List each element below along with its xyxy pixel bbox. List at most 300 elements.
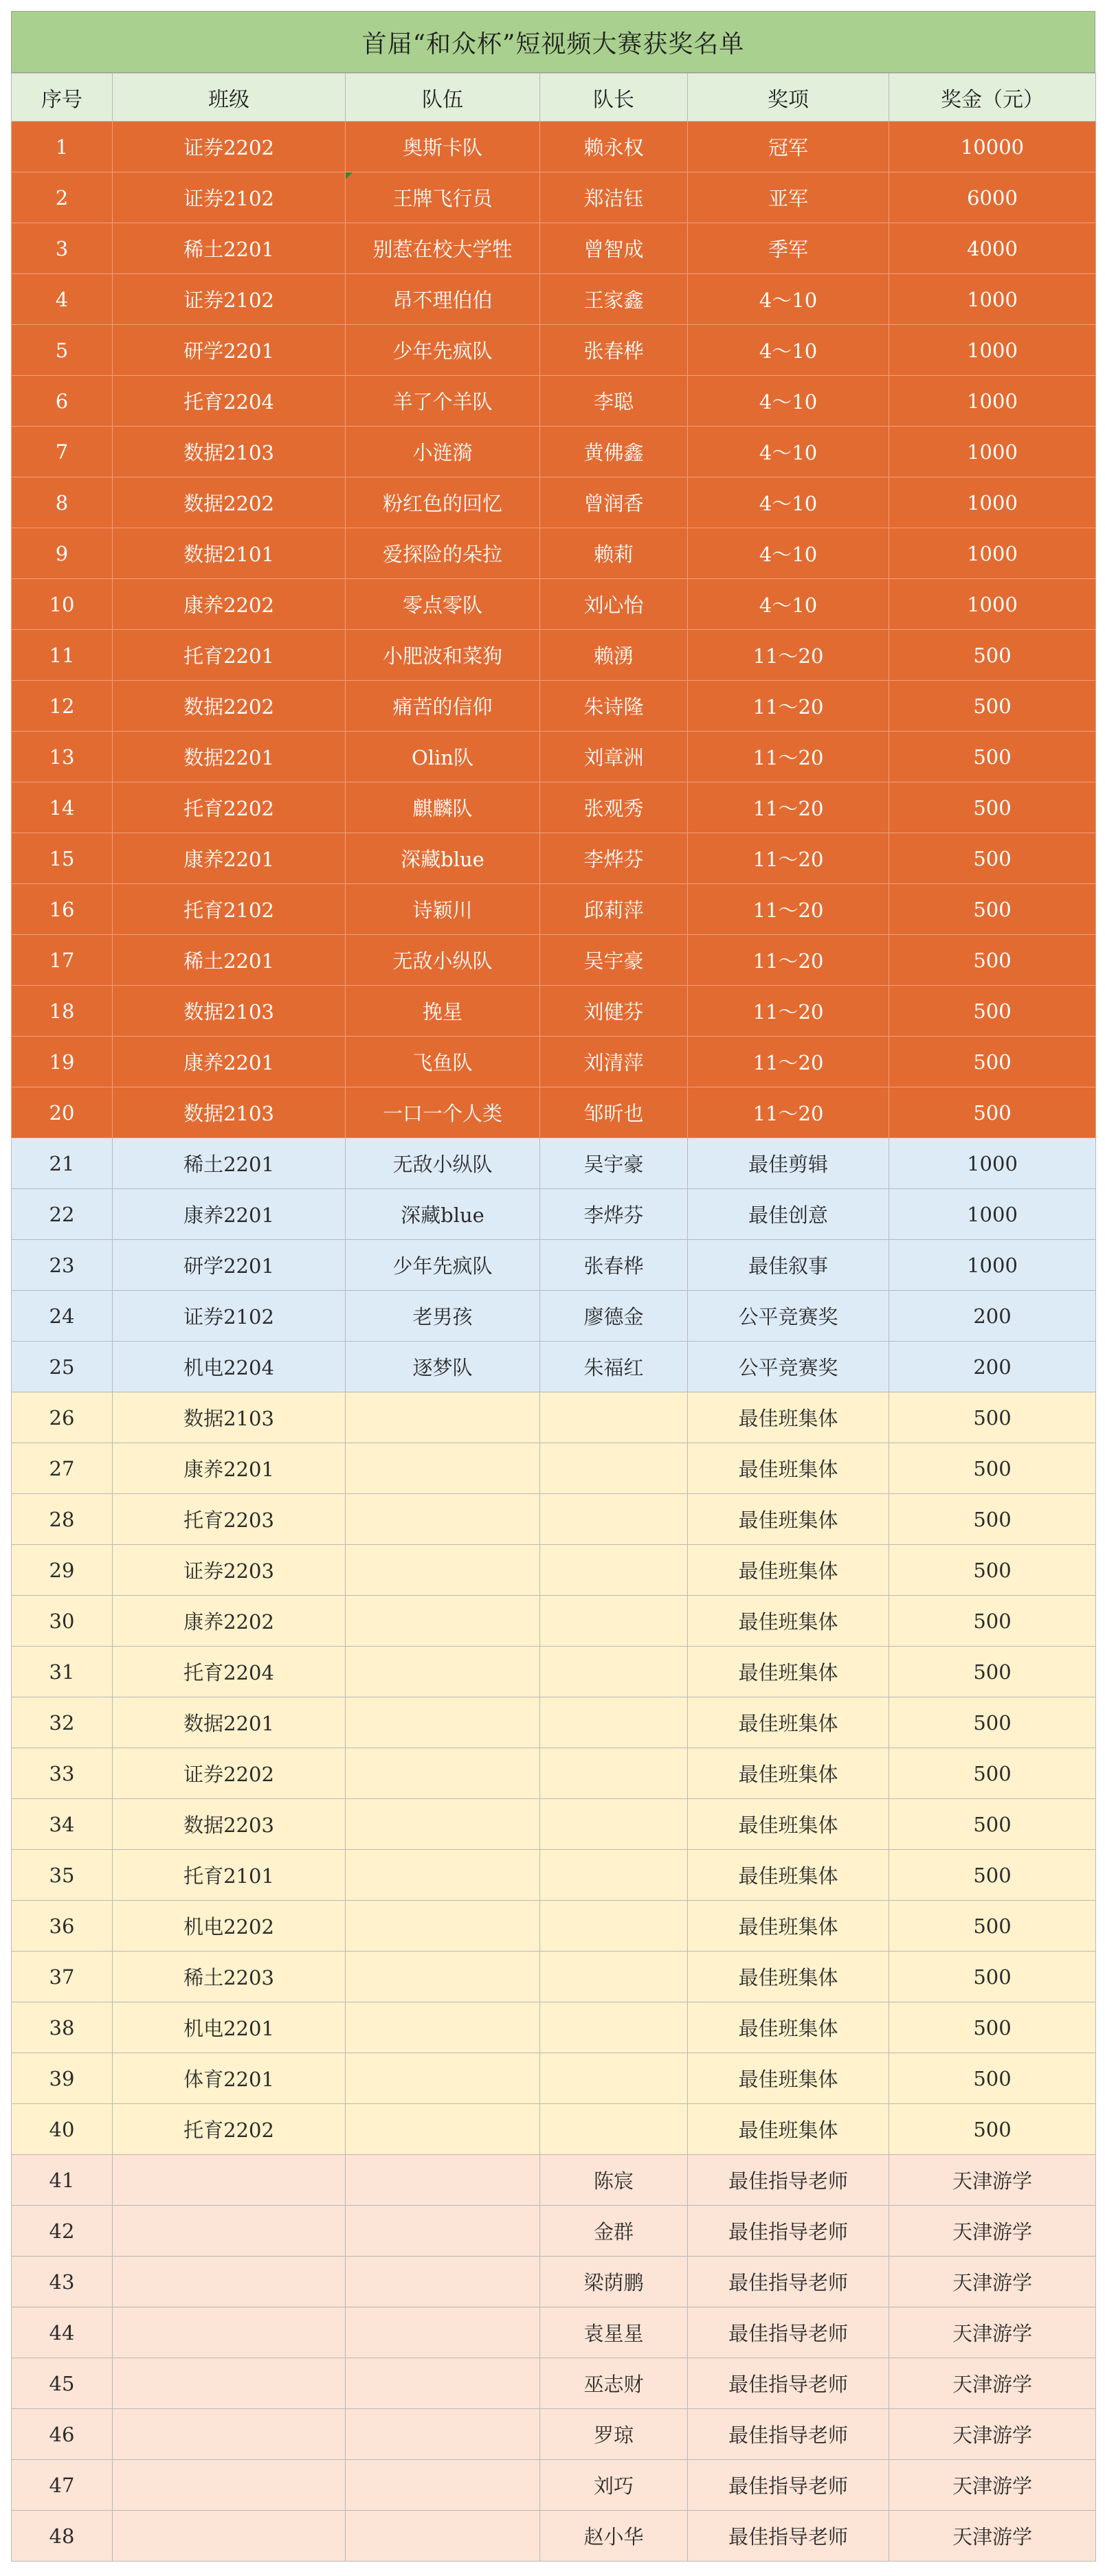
cell-class[interactable]: 机电2204 [113,1342,346,1392]
cell-prize[interactable]: 1000 [889,579,1096,630]
cell-no[interactable]: 39 [12,2053,113,2104]
cell-captain[interactable] [540,2053,688,2104]
cell-captain[interactable]: 张观秀 [540,782,688,833]
cell-award[interactable]: 季军 [688,223,889,274]
cell-award[interactable]: 11～20 [688,681,889,732]
cell-captain[interactable]: 袁星星 [540,2307,688,2358]
cell-captain[interactable] [540,2104,688,2155]
cell-no[interactable]: 12 [12,681,113,732]
cell-no[interactable]: 1 [12,122,113,172]
cell-captain[interactable] [540,1901,688,1952]
cell-team[interactable]: 零点零队 [346,579,540,630]
cell-team[interactable]: 老男孩 [346,1291,540,1342]
cell-prize[interactable]: 1000 [889,1189,1096,1240]
cell-class[interactable]: 康养2201 [113,1443,346,1494]
cell-award[interactable]: 11～20 [688,884,889,935]
cell-team[interactable]: 无敌小纵队 [346,1138,540,1189]
cell-class[interactable]: 托育2204 [113,1647,346,1697]
cell-team[interactable] [346,2002,540,2053]
cell-team[interactable] [346,1596,540,1647]
cell-no[interactable]: 20 [12,1087,113,1138]
cell-captain[interactable]: 朱福红 [540,1342,688,1392]
cell-class[interactable]: 康养2201 [113,833,346,884]
cell-captain[interactable]: 赖莉 [540,528,688,579]
cell-award[interactable]: 最佳指导老师 [688,2358,889,2409]
cell-no[interactable]: 18 [12,986,113,1037]
cell-class[interactable]: 证券2203 [113,1545,346,1596]
cell-team[interactable]: Olin队 [346,732,540,782]
cell-award[interactable]: 4～10 [688,579,889,630]
cell-no[interactable]: 17 [12,935,113,986]
cell-award[interactable]: 最佳班集体 [688,1647,889,1697]
cell-award[interactable]: 最佳班集体 [688,1799,889,1850]
cell-award[interactable]: 11～20 [688,935,889,986]
cell-prize[interactable]: 天津游学 [889,2358,1096,2409]
cell-prize[interactable]: 500 [889,1952,1096,2002]
cell-no[interactable]: 25 [12,1342,113,1392]
cell-class[interactable] [113,2307,346,2358]
cell-prize[interactable]: 天津游学 [889,2511,1096,2562]
cell-captain[interactable]: 罗琼 [540,2409,688,2460]
cell-award[interactable]: 最佳指导老师 [688,2155,889,2206]
cell-team[interactable]: 小涟漪 [346,427,540,477]
cell-captain[interactable]: 陈宸 [540,2155,688,2206]
cell-captain[interactable]: 曾润香 [540,477,688,528]
cell-no[interactable]: 9 [12,528,113,579]
cell-team[interactable] [346,1850,540,1901]
cell-award[interactable]: 11～20 [688,1087,889,1138]
cell-no[interactable]: 29 [12,1545,113,1596]
cell-team[interactable]: 逐梦队 [346,1342,540,1392]
cell-team[interactable]: 挽星 [346,986,540,1037]
cell-class[interactable]: 托育2202 [113,782,346,833]
cell-no[interactable]: 41 [12,2155,113,2206]
cell-no[interactable]: 45 [12,2358,113,2409]
cell-award[interactable]: 11～20 [688,782,889,833]
cell-prize[interactable]: 500 [889,630,1096,681]
cell-prize[interactable]: 6000 [889,172,1096,223]
cell-class[interactable]: 康养2202 [113,1596,346,1647]
cell-captain[interactable]: 朱诗隆 [540,681,688,732]
cell-prize[interactable]: 1000 [889,325,1096,376]
cell-no[interactable]: 5 [12,325,113,376]
table-row [12,274,1096,325]
cell-captain[interactable]: 刘清萍 [540,1037,688,1087]
cell-captain[interactable]: 刘健芬 [540,986,688,1037]
cell-class[interactable]: 托育2203 [113,1494,346,1545]
header-no: 序号 [12,74,113,122]
cell-captain[interactable] [540,1952,688,2002]
cell-no[interactable]: 10 [12,579,113,630]
cell-class[interactable]: 数据2202 [113,477,346,528]
cell-captain[interactable]: 巫志财 [540,2358,688,2409]
cell-prize[interactable]: 天津游学 [889,2307,1096,2358]
cell-award[interactable]: 最佳班集体 [688,1748,889,1799]
cell-class[interactable]: 机电2201 [113,2002,346,2053]
cell-award[interactable]: 最佳班集体 [688,1443,889,1494]
cell-team[interactable] [346,2307,540,2358]
cell-captain[interactable] [540,2002,688,2053]
cell-prize[interactable]: 500 [889,1799,1096,1850]
cell-no[interactable]: 2 [12,172,113,223]
cell-class[interactable]: 数据2103 [113,1087,346,1138]
cell-team[interactable]: 深藏blue [346,833,540,884]
cell-captain[interactable]: 张春桦 [540,1240,688,1291]
cell-captain[interactable] [540,1494,688,1545]
cell-prize[interactable]: 1000 [889,376,1096,427]
cell-team[interactable] [346,1545,540,1596]
cell-no[interactable]: 15 [12,833,113,884]
cell-team[interactable] [346,1799,540,1850]
cell-class[interactable] [113,2257,346,2307]
cell-no[interactable]: 4 [12,274,113,325]
cell-team[interactable] [346,2511,540,2562]
cell-no[interactable]: 21 [12,1138,113,1189]
cell-award[interactable]: 公平竞赛奖 [688,1342,889,1392]
cell-prize[interactable]: 1000 [889,1138,1096,1189]
cell-class[interactable]: 康养2201 [113,1189,346,1240]
cell-team[interactable]: 羊了个羊队 [346,376,540,427]
cell-award[interactable]: 最佳班集体 [688,2104,889,2155]
cell-team[interactable] [346,1494,540,1545]
cell-no[interactable]: 3 [12,223,113,274]
cell-captain[interactable]: 吴宇豪 [540,935,688,986]
cell-no[interactable]: 7 [12,427,113,477]
cell-class[interactable] [113,2409,346,2460]
cell-no[interactable]: 42 [12,2206,113,2257]
cell-award[interactable]: 亚军 [688,172,889,223]
cell-no[interactable]: 19 [12,1037,113,1087]
cell-prize[interactable]: 500 [889,732,1096,782]
cell-award[interactable]: 最佳班集体 [688,1952,889,2002]
cell-class[interactable] [113,2511,346,2562]
cell-no[interactable]: 28 [12,1494,113,1545]
cell-team[interactable]: 粉红色的回忆 [346,477,540,528]
table-row [12,1545,1096,1596]
cell-prize[interactable]: 500 [889,2053,1096,2104]
cell-no[interactable]: 14 [12,782,113,833]
cell-prize[interactable]: 500 [889,935,1096,986]
cell-team[interactable]: 昂不理伯伯 [346,274,540,325]
cell-class[interactable]: 证券2102 [113,274,346,325]
sheet-title: 首届“和众杯”短视频大赛获奖名单 [11,11,1095,73]
cell-team[interactable]: 别惹在校大学牲 [346,223,540,274]
cell-team[interactable] [346,1647,540,1697]
cell-prize[interactable]: 天津游学 [889,2206,1096,2257]
cell-no[interactable]: 22 [12,1189,113,1240]
cell-award[interactable]: 最佳班集体 [688,1545,889,1596]
cell-prize[interactable]: 1000 [889,427,1096,477]
cell-captain[interactable]: 郑洁钰 [540,172,688,223]
table-row [12,122,1096,172]
cell-team[interactable]: 少年先疯队 [346,325,540,376]
cell-captain[interactable] [540,1850,688,1901]
cell-team[interactable] [346,2104,540,2155]
cell-class[interactable]: 数据2101 [113,528,346,579]
cell-captain[interactable]: 李烨芬 [540,1189,688,1240]
cell-class[interactable]: 证券2202 [113,1748,346,1799]
cell-class[interactable] [113,2460,346,2511]
cell-team[interactable] [346,1443,540,1494]
cell-captain[interactable] [540,1647,688,1697]
cell-no[interactable]: 11 [12,630,113,681]
cell-team[interactable] [346,2053,540,2104]
cell-award[interactable]: 最佳班集体 [688,1901,889,1952]
cell-team[interactable]: 麒麟队 [346,782,540,833]
cell-team[interactable]: 一口一个人类 [346,1087,540,1138]
cell-captain[interactable]: 赖永权 [540,122,688,172]
cell-team[interactable] [346,2460,540,2511]
cell-prize[interactable]: 天津游学 [889,2409,1096,2460]
cell-no[interactable]: 32 [12,1697,113,1748]
cell-no[interactable]: 16 [12,884,113,935]
cell-no[interactable]: 35 [12,1850,113,1901]
cell-class[interactable]: 康养2202 [113,579,346,630]
cell-no[interactable]: 13 [12,732,113,782]
cell-no[interactable]: 34 [12,1799,113,1850]
cell-team[interactable]: 无敌小纵队 [346,935,540,986]
cell-prize[interactable]: 500 [889,1392,1096,1443]
table-row [12,2409,1096,2460]
cell-no[interactable]: 43 [12,2257,113,2307]
cell-no[interactable]: 47 [12,2460,113,2511]
cell-prize[interactable]: 500 [889,1443,1096,1494]
cell-award[interactable]: 最佳指导老师 [688,2511,889,2562]
cell-team[interactable] [346,2155,540,2206]
cell-prize[interactable]: 天津游学 [889,2155,1096,2206]
cell-award[interactable]: 最佳指导老师 [688,2307,889,2358]
cell-prize[interactable]: 天津游学 [889,2257,1096,2307]
cell-captain[interactable]: 刘心怡 [540,579,688,630]
cell-class[interactable]: 数据2201 [113,1697,346,1748]
cell-team[interactable] [346,2257,540,2307]
cell-class[interactable]: 康养2201 [113,1037,346,1087]
cell-team[interactable]: 深藏blue [346,1189,540,1240]
cell-class[interactable] [113,2358,346,2409]
cell-captain[interactable]: 邱莉萍 [540,884,688,935]
cell-prize[interactable]: 500 [889,681,1096,732]
cell-award[interactable]: 最佳指导老师 [688,2460,889,2511]
cell-class[interactable]: 数据2201 [113,732,346,782]
cell-class[interactable]: 托育2201 [113,630,346,681]
cell-award[interactable]: 最佳班集体 [688,1850,889,1901]
cell-captain[interactable] [540,1596,688,1647]
cell-class[interactable]: 研学2201 [113,325,346,376]
cell-no[interactable]: 46 [12,2409,113,2460]
cell-class[interactable]: 托育2101 [113,1850,346,1901]
cell-prize[interactable]: 200 [889,1342,1096,1392]
cell-team[interactable] [346,2358,540,2409]
cell-award[interactable]: 最佳班集体 [688,1697,889,1748]
cell-no[interactable]: 37 [12,1952,113,2002]
cell-prize[interactable]: 4000 [889,223,1096,274]
cell-award[interactable]: 最佳指导老师 [688,2257,889,2307]
cell-no[interactable]: 30 [12,1596,113,1647]
cell-team[interactable]: 小肥波和菜狗 [346,630,540,681]
cell-prize[interactable]: 1000 [889,477,1096,528]
cell-prize[interactable]: 500 [889,1647,1096,1697]
cell-prize[interactable]: 500 [889,2104,1096,2155]
cell-award[interactable]: 最佳创意 [688,1189,889,1240]
cell-award[interactable]: 11～20 [688,732,889,782]
cell-no[interactable]: 8 [12,477,113,528]
cell-no[interactable]: 36 [12,1901,113,1952]
cell-award[interactable]: 最佳剪辑 [688,1138,889,1189]
cell-class[interactable]: 数据2103 [113,986,346,1037]
cell-award[interactable]: 4～10 [688,376,889,427]
cell-award[interactable]: 最佳班集体 [688,1596,889,1647]
cell-class[interactable]: 数据2103 [113,1392,346,1443]
cell-class[interactable]: 数据2203 [113,1799,346,1850]
cell-award[interactable]: 11～20 [688,986,889,1037]
cell-award[interactable]: 最佳班集体 [688,2002,889,2053]
cell-captain[interactable] [540,1748,688,1799]
cell-team[interactable] [346,1901,540,1952]
cell-prize[interactable]: 1000 [889,1240,1096,1291]
cell-prize[interactable]: 500 [889,782,1096,833]
cell-award[interactable]: 最佳班集体 [688,1392,889,1443]
cell-award[interactable]: 4～10 [688,477,889,528]
cell-captain[interactable]: 赵小华 [540,2511,688,2562]
cell-class[interactable]: 数据2202 [113,681,346,732]
cell-award[interactable]: 4～10 [688,274,889,325]
cell-no[interactable]: 44 [12,2307,113,2358]
cell-prize[interactable]: 500 [889,2002,1096,2053]
cell-class[interactable]: 体育2201 [113,2053,346,2104]
cell-team[interactable]: 诗颖川 [346,884,540,935]
cell-captain[interactable]: 吴宇豪 [540,1138,688,1189]
cell-prize[interactable]: 500 [889,1596,1096,1647]
cell-captain[interactable]: 王家鑫 [540,274,688,325]
cell-class[interactable]: 稀土2201 [113,223,346,274]
cell-prize[interactable]: 500 [889,1494,1096,1545]
cell-award[interactable]: 4～10 [688,325,889,376]
cell-prize[interactable]: 500 [889,1697,1096,1748]
cell-captain[interactable]: 曾智成 [540,223,688,274]
cell-captain[interactable]: 黄佛鑫 [540,427,688,477]
cell-captain[interactable]: 李烨芬 [540,833,688,884]
cell-no[interactable]: 48 [12,2511,113,2562]
cell-captain[interactable] [540,1392,688,1443]
cell-class[interactable]: 稀土2201 [113,935,346,986]
cell-no[interactable]: 27 [12,1443,113,1494]
cell-no[interactable]: 31 [12,1647,113,1697]
cell-class[interactable]: 证券2102 [113,1291,346,1342]
cell-class[interactable]: 证券2202 [113,122,346,172]
cell-prize[interactable]: 500 [889,1901,1096,1952]
cell-award[interactable]: 最佳指导老师 [688,2206,889,2257]
cell-award[interactable]: 冠军 [688,122,889,172]
cell-award[interactable]: 4～10 [688,427,889,477]
cell-team[interactable]: 奥斯卡队 [346,122,540,172]
cell-award[interactable]: 最佳班集体 [688,2053,889,2104]
cell-no[interactable]: 33 [12,1748,113,1799]
cell-award[interactable]: 最佳叙事 [688,1240,889,1291]
table-row [12,2257,1096,2307]
cell-no[interactable]: 38 [12,2002,113,2053]
cell-award[interactable]: 最佳指导老师 [688,2409,889,2460]
cell-award[interactable]: 11～20 [688,630,889,681]
cell-prize[interactable]: 500 [889,1087,1096,1138]
cell-team[interactable] [346,2206,540,2257]
cell-class[interactable]: 托育2102 [113,884,346,935]
cell-prize[interactable]: 500 [889,833,1096,884]
cell-class[interactable] [113,2206,346,2257]
cell-captain[interactable]: 廖德金 [540,1291,688,1342]
cell-class[interactable]: 证券2102 [113,172,346,223]
cell-captain[interactable]: 李聪 [540,376,688,427]
cell-class[interactable]: 研学2201 [113,1240,346,1291]
cell-class[interactable]: 稀土2201 [113,1138,346,1189]
cell-team[interactable]: 飞鱼队 [346,1037,540,1087]
cell-captain[interactable]: 张春桦 [540,325,688,376]
cell-no[interactable]: 26 [12,1392,113,1443]
cell-captain[interactable]: 邹昕也 [540,1087,688,1138]
cell-no[interactable]: 6 [12,376,113,427]
cell-captain[interactable]: 金群 [540,2206,688,2257]
cell-team[interactable] [346,1952,540,2002]
cell-no[interactable]: 23 [12,1240,113,1291]
cell-team[interactable]: 王牌飞行员 [346,172,540,223]
cell-prize[interactable]: 1000 [889,274,1096,325]
cell-award[interactable]: 公平竞赛奖 [688,1291,889,1342]
cell-team[interactable]: 爱探险的朵拉 [346,528,540,579]
cell-team[interactable] [346,1697,540,1748]
table-row [12,2511,1096,2562]
cell-award[interactable]: 最佳班集体 [688,1494,889,1545]
table-row [12,427,1096,477]
cell-captain[interactable] [540,1799,688,1850]
cell-class[interactable]: 数据2103 [113,427,346,477]
cell-prize[interactable]: 500 [889,884,1096,935]
cell-award[interactable]: 11～20 [688,1037,889,1087]
table-row [12,630,1096,681]
table-row [12,1799,1096,1850]
cell-class[interactable]: 托育2204 [113,376,346,427]
cell-class[interactable]: 托育2202 [113,2104,346,2155]
cell-prize[interactable]: 1000 [889,528,1096,579]
cell-prize[interactable]: 500 [889,1037,1096,1087]
cell-team[interactable] [346,1748,540,1799]
cell-award[interactable]: 4～10 [688,528,889,579]
cell-captain[interactable]: 刘巧 [540,2460,688,2511]
cell-prize[interactable]: 200 [889,1291,1096,1342]
cell-captain[interactable]: 赖湧 [540,630,688,681]
cell-award[interactable]: 11～20 [688,833,889,884]
cell-no[interactable]: 40 [12,2104,113,2155]
cell-captain[interactable] [540,1545,688,1596]
cell-prize[interactable]: 10000 [889,122,1096,172]
cell-captain[interactable]: 梁荫鹏 [540,2257,688,2307]
cell-team[interactable]: 少年先疯队 [346,1240,540,1291]
cell-captain[interactable] [540,1697,688,1748]
cell-team[interactable] [346,2409,540,2460]
cell-class[interactable]: 稀土2203 [113,1952,346,2002]
cell-captain[interactable] [540,1443,688,1494]
cell-no[interactable]: 24 [12,1291,113,1342]
cell-prize[interactable]: 500 [889,986,1096,1037]
cell-prize[interactable]: 500 [889,1545,1096,1596]
cell-class[interactable] [113,2155,346,2206]
cell-captain[interactable]: 刘章洲 [540,732,688,782]
cell-prize[interactable]: 天津游学 [889,2460,1096,2511]
cell-team[interactable] [346,1392,540,1443]
table-row [12,1138,1096,1189]
cell-prize[interactable]: 500 [889,1850,1096,1901]
cell-class[interactable]: 机电2202 [113,1901,346,1952]
cell-prize[interactable]: 500 [889,1748,1096,1799]
cell-team[interactable]: 痛苦的信仰 [346,681,540,732]
